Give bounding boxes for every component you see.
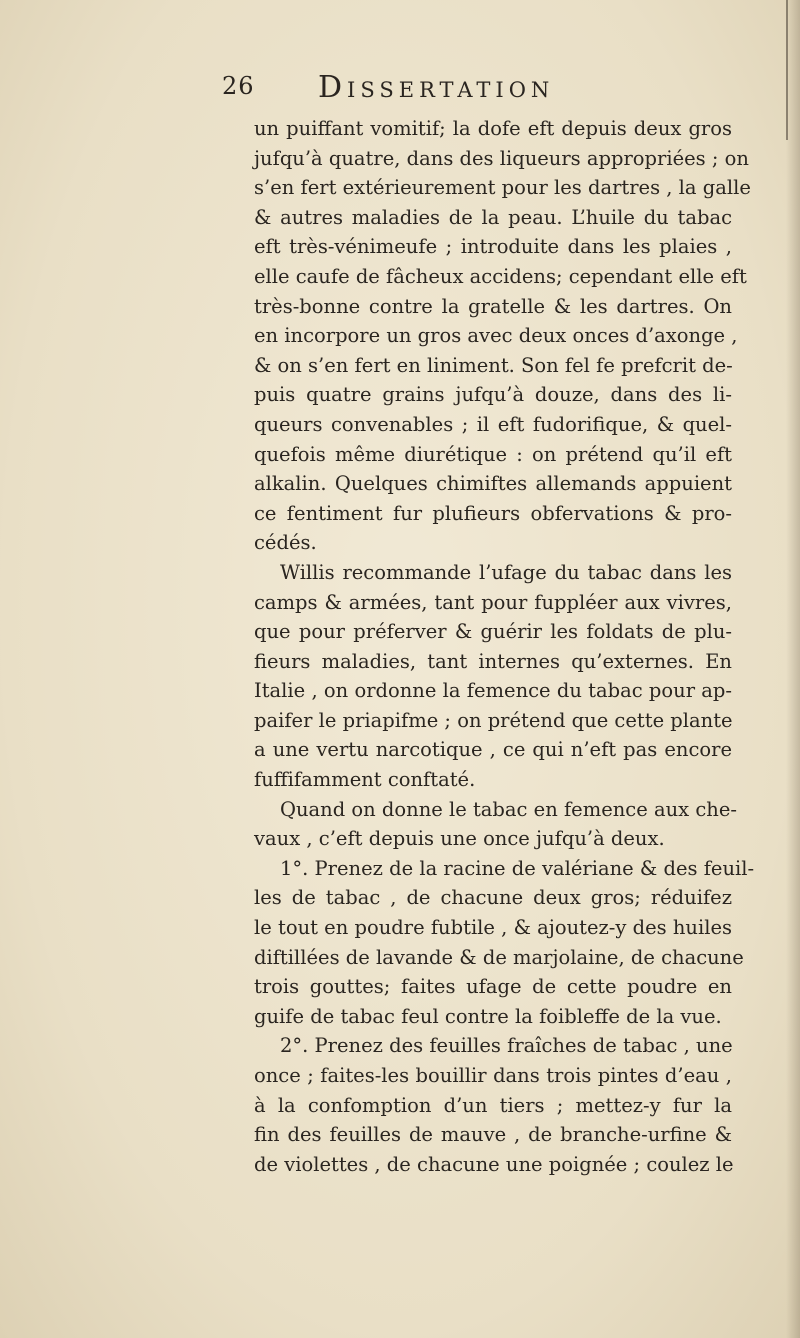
text-line: que pour préferver & guérir les foldats de plu- — [254, 620, 732, 644]
text-line: camps & armées, tant pour fuppléer aux vivres, — [254, 590, 732, 614]
text-line: trois gouttes; faites ufage de cette poudre en — [254, 975, 732, 999]
text-line: puis quatre grains jufqu’à douze, dans des li- — [254, 383, 732, 407]
text-line: s’en fert extérieurement pour les dartres , la galle — [254, 176, 751, 200]
body-text — [254, 114, 755, 1179]
text-line: ce fentiment fur plufieurs obfervations & pro- — [254, 501, 732, 525]
text-line: à la confomption d’un tiers ; mettez-y fur la — [254, 1093, 732, 1117]
text-line: a une vertu narcotique , ce qui n’eft pas encore — [254, 738, 732, 762]
text-line: Italie , on ordonne la femence du tabac pour ap- — [254, 679, 732, 703]
text-line: vaux , c’eft depuis une once jufqu’à deux. — [254, 827, 665, 851]
text-line: 2°. Prenez des feuilles fraîches de tabac , une — [280, 1034, 733, 1058]
text-line: Quand on donne le tabac en femence aux che- — [280, 797, 737, 821]
page-number: 26 — [222, 72, 255, 100]
text-line: le tout en poudre fubtile , & ajoutez-y des huiles — [254, 916, 732, 940]
text-line: fin des feuilles de mauve , de branche-urfine & — [254, 1123, 732, 1147]
text-line: diftillées de lavande & de marjolaine, de chacune — [254, 945, 744, 969]
text-line: Willis recommande l’ufage du tabac dans les — [280, 560, 732, 584]
text-line: & autres maladies de la peau. L’huile du tabac — [254, 205, 732, 229]
page-edge-shadow — [786, 0, 800, 1338]
text-line: queurs convenables ; il eft fudorifique, & quel- — [254, 412, 732, 436]
text-line: un puiffant vomitif; la dofe eft depuis deux gros — [254, 117, 732, 140]
text-line: en incorpore un gros avec deux onces d’axonge , — [254, 324, 738, 348]
text-line: once ; faites-les bouillir dans trois pintes d’eau , — [254, 1064, 732, 1087]
text-line: & on s’en fert en liniment. Son fel fe prefcrit de- — [254, 353, 733, 377]
text-line: quefois même diurétique : on prétend qu’il eft — [254, 442, 732, 466]
text-line: les de tabac , de chacune deux gros; réduifez — [254, 886, 732, 910]
text-line: jufqu’à quatre, dans des liqueurs appropriées ; on — [254, 146, 749, 170]
page-header — [222, 70, 722, 110]
text-line: 1°. Prenez de la racine de valériane & des feuil- — [280, 856, 755, 880]
page-edge-line — [786, 0, 788, 140]
text-line: cédés. — [254, 531, 317, 555]
text-line: fieurs maladies, tant internes qu’externes. En — [254, 649, 732, 673]
text-line: elle caufe de fâcheux accidens; cependant elle eft — [254, 264, 747, 288]
text-line: guife de tabac feul contre la foibleffe de la vue. — [254, 1004, 722, 1028]
text-line: très-bonne contre la gratelle & les dartres. On — [254, 294, 732, 318]
text-line: de violettes , de chacune une poignée ; coulez le — [254, 1152, 734, 1176]
text-line: paifer le priapifme ; on prétend que cette plante — [254, 708, 733, 732]
text-line: alkalin. Quelques chimiftes allemands appuient — [254, 472, 732, 496]
text-line: eft très-vénimeufe ; introduite dans les plaies , — [254, 235, 732, 259]
running-title: Dissertation — [318, 70, 555, 105]
text-line: fuffifamment conftaté. — [254, 768, 476, 792]
